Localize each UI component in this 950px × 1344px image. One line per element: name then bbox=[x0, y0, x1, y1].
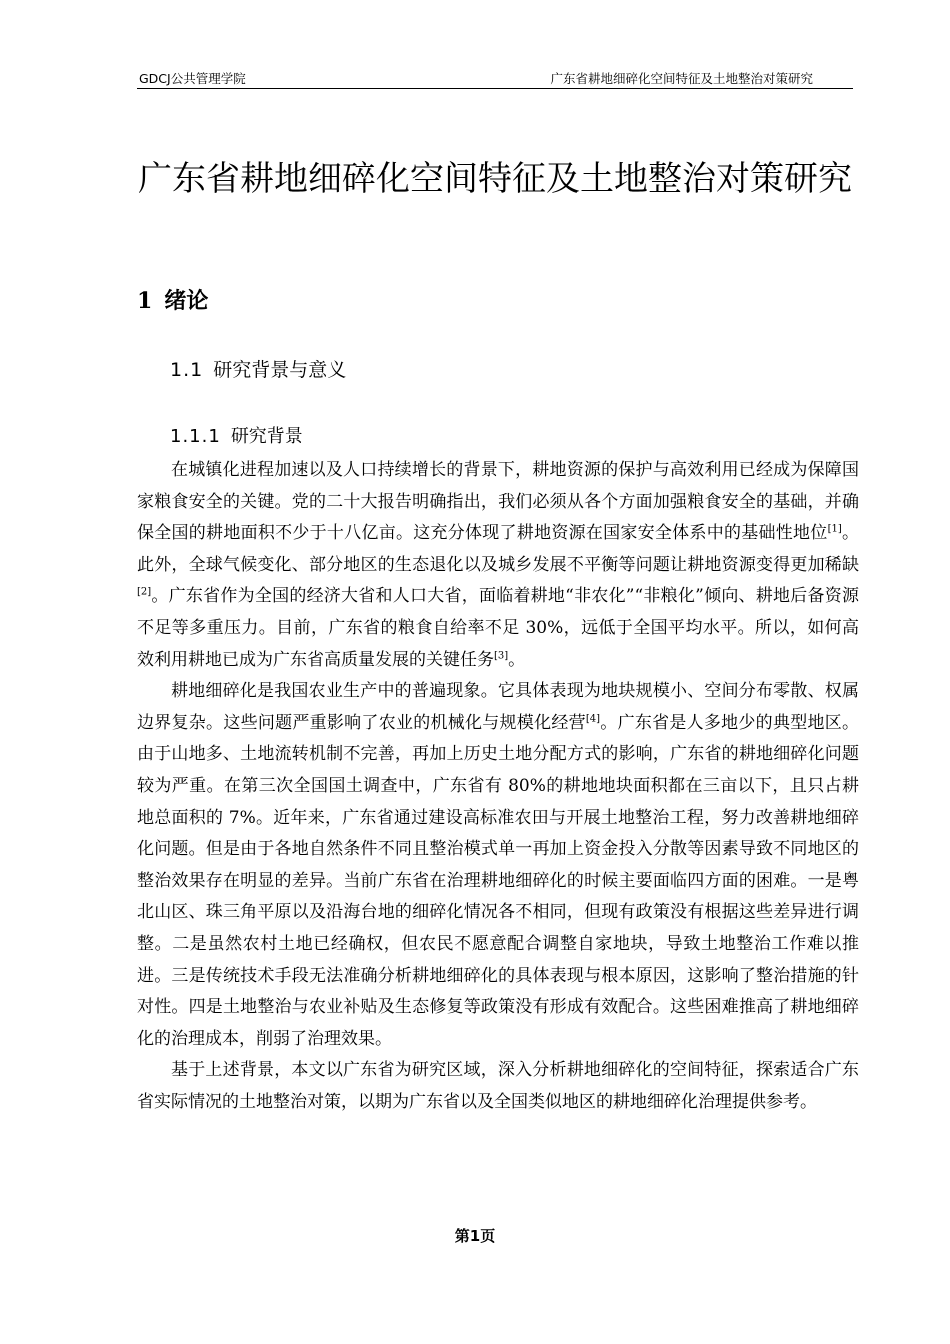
paragraph-text: 。此外，全球气候变化、部分地区的生态退化以及城乡发展不平衡等问题让耕地资源变得更加稀缺 bbox=[137, 523, 859, 575]
paragraph-text: 基于上述背景，本文以广东省为研究区域，深入分析耕地细碎化的空间特征，探索适合广东省实际情况的土地整治对策，以期为广东省以及全国类似地区的耕地细碎化治理提供参考。 bbox=[137, 1060, 859, 1112]
paper-title: 广东省耕地细碎化空间特征及土地整治对策研究 bbox=[138, 159, 852, 199]
paragraph-text: 。广东省是人多地少的典型地区。由于山地多、土地流转机制不完善，再加上历史土地分配方式的影响，广东省的耕地细碎化问题较为严重。在第三次全国国土调查中，广东省有 80%的耕地地块面积都在三亩以下，且只占耕地总面积的 7%。近年来，广东省通过建设高标准农田与开展土地整治工程，努力改善耕地细碎化问题。但是由于各地自然条件不同且整治模式单一再加上资金投入分散等因素导致不同地区的整治效果存在明显的差异。当前广东省在治理耕地细碎化的时候主要面临四方面的困难。一是粤北山区、珠三角平原以及沿海台地的细碎化情况各不相同，但现有政策没有根据这些差异进行调整。二是虽然农村土地已经确权，但农民不愿意配合调整自家地块，导致土地整治工作难以推进。三是传统技术手段无法准确分析耕地细碎化的具体表现与根本原因，这影响了整治措施的针对性。四是土地整治与农业补贴及生态修复等政策没有形成有效配合。这些困难推高了耕地细碎化的治理成本，削弱了治理效果。 bbox=[137, 712, 860, 1049]
paragraph-text: 耕地细碎化是我国农业生产中的普遍现象。它具体表现为地块规模小、空间分布零散、权属边界复杂。这些问题严重影响了农业的机械化与规模化经营 bbox=[137, 681, 859, 733]
header-paper-title: 广东省耕地细碎化空间特征及土地整治对策研究 bbox=[550, 71, 813, 86]
section-heading bbox=[137, 284, 208, 315]
body-text bbox=[137, 455, 859, 1118]
citation-3: [3] bbox=[494, 649, 509, 661]
paragraph-text: 在城镇化进程加速以及人口持续增长的背景下，耕地资源的保护与高效利用已经成为保障国家粮食安全的关键。党的二十大报告明确指出，我们必须从各个方面加强粮食安全的基础，并确保全国的耕地面积不少于十八亿亩。这充分体现了耕地资源在国家安全体系中的基础性地位 bbox=[137, 460, 859, 544]
section-title: 绪论 bbox=[164, 289, 209, 314]
citation-4: [4] bbox=[585, 713, 601, 725]
subsection-number: 1.1 bbox=[170, 359, 204, 381]
page-number: 第1页 bbox=[454, 1227, 496, 1245]
citation-1: [1] bbox=[827, 523, 842, 535]
subsection-heading bbox=[170, 355, 346, 382]
subsubsection-title: 研究背景 bbox=[230, 426, 303, 447]
citation-2: [2] bbox=[137, 586, 152, 598]
paragraph-3 bbox=[137, 1055, 859, 1118]
paragraph-text: 。广东省作为全国的经济大省和人口大省，面临着耕地“非农化”“非粮化”倾向、耕地后备资源不足等多重压力。目前，广东省的粮食自给率不足 30%，远低于全国平均水平。所以，如何高效利用耕地已成为广东省高质量发展的关键任务 bbox=[137, 586, 859, 670]
subsection-title: 研究背景与意义 bbox=[213, 359, 347, 381]
subsubsection-heading bbox=[170, 422, 303, 448]
running-header bbox=[137, 66, 853, 89]
section-number: 1 bbox=[137, 288, 153, 314]
subsubsection-number: 1.1.1 bbox=[170, 426, 221, 447]
header-institution: GDCJ公共管理学院 bbox=[139, 71, 246, 86]
paragraph-text: 。 bbox=[508, 649, 526, 670]
paragraph-2 bbox=[137, 676, 859, 1055]
paragraph-1 bbox=[137, 455, 859, 676]
